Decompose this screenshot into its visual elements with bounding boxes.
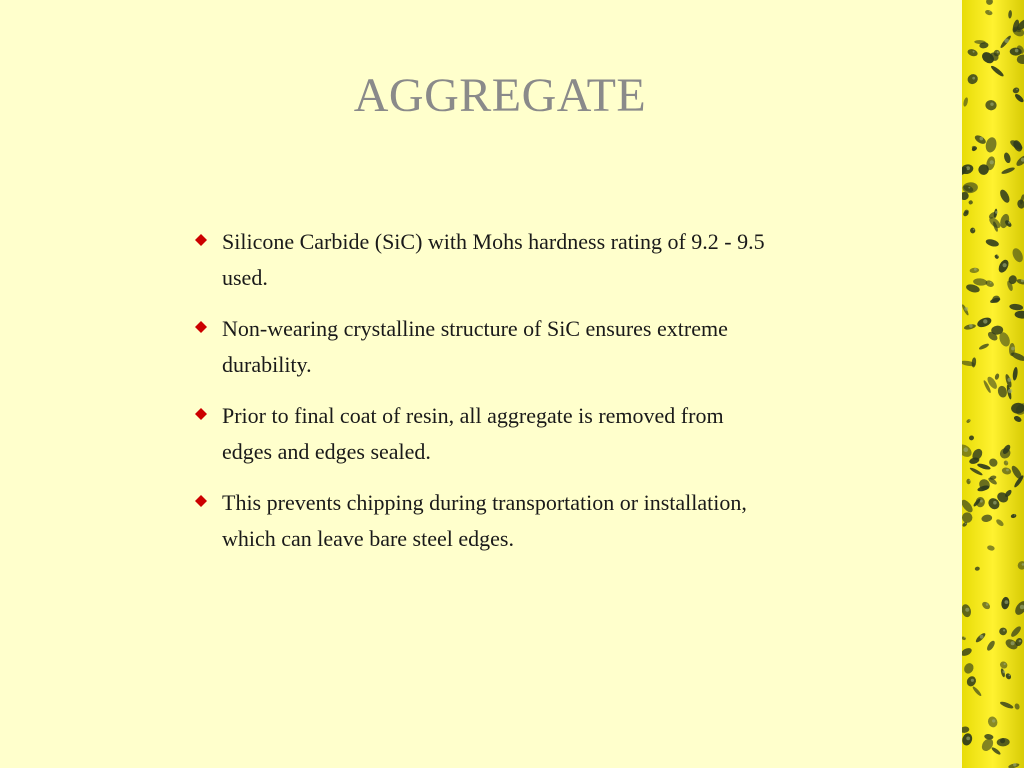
decorative-texture-strip: [962, 0, 1024, 768]
texture-pattern: [962, 0, 1024, 768]
bullet-item: [192, 311, 772, 383]
bullet-item: [192, 485, 772, 557]
bullet-item: [192, 224, 772, 296]
bullet-text: This prevents chipping during transportation or installation, which can leave bare steel edges.: [222, 490, 747, 551]
bullet-list: [192, 224, 772, 572]
bullet-text: Prior to final coat of resin, all aggregate is removed from edges and edges sealed.: [222, 403, 724, 464]
bullet-item: [192, 398, 772, 470]
bullet-text: Silicone Carbide (SiC) with Mohs hardness rating of 9.2 - 9.5 used.: [222, 229, 765, 290]
bullet-text: Non-wearing crystalline structure of SiC ensures extreme durability.: [222, 316, 728, 377]
diamond-icon: [194, 320, 208, 334]
diamond-icon: [194, 494, 208, 508]
diamond-icon: [194, 407, 208, 421]
diamond-icon: [194, 233, 208, 247]
slide-title: AGGREGATE: [353, 69, 647, 122]
